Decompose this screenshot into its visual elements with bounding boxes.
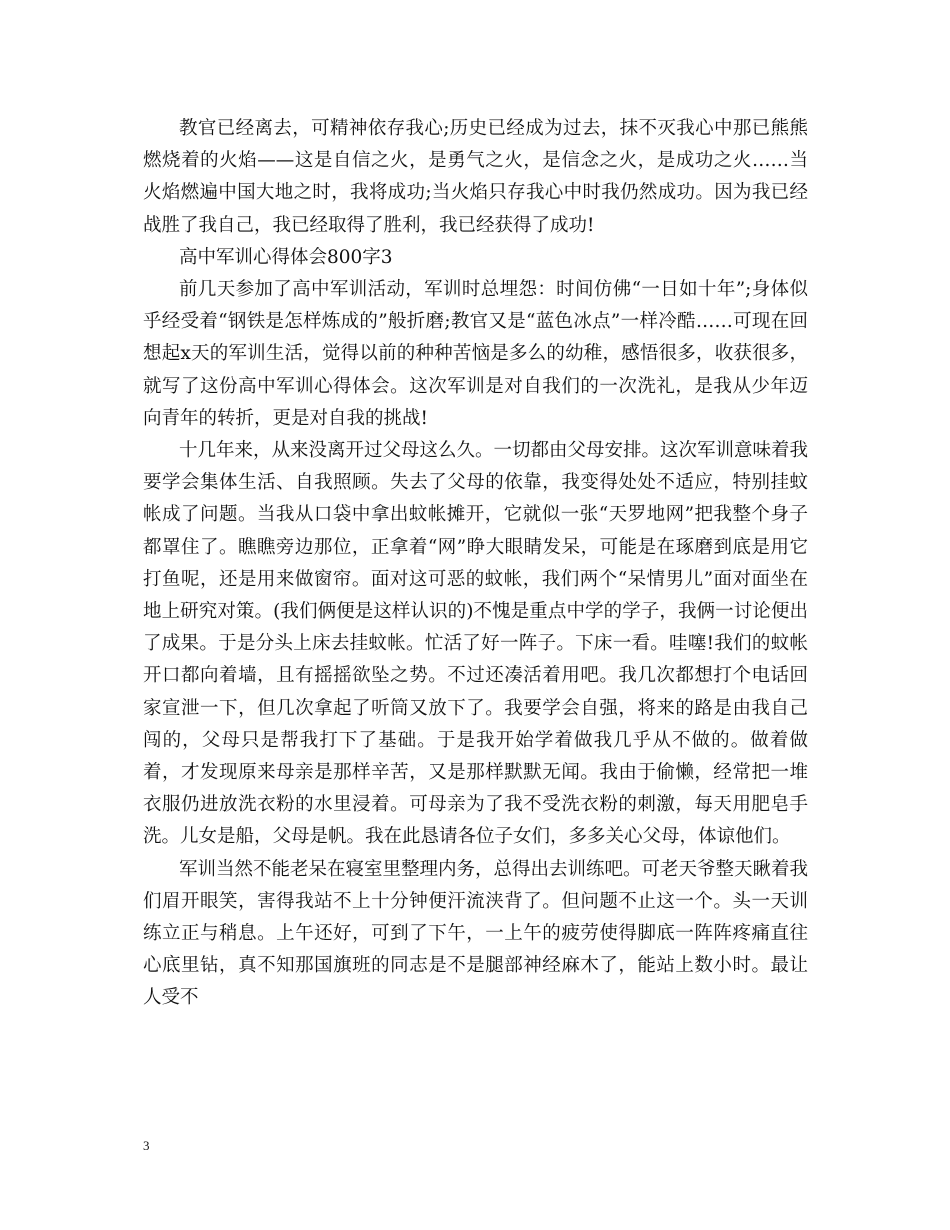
paragraph-intro: 前几天参加了高中军训活动，军训时总埋怨：时间仿佛“一日如十年”;身体似乎经受着“钢铁是怎样炼成的”般折磨;教官又是“蓝色冰点”一样冷酷……可现在回想起x天的军训生活，觉得以前的种种苦恼是多么的幼稚，感悟很多，收获很多，就写了这份高中军训心得体会。这次军训是对自我们的一次洗礼，是我从少年迈向青年的转折，更是对自我的挑战!: [143, 279, 808, 429]
document-body: [143, 113, 808, 1015]
section-heading: 高中军训心得体会800字3: [179, 246, 393, 268]
paragraph-independence: 十几年来，从来没离开过父母这么久。一切都由父母安排。这次军训意味着我要学会集体生活、自我照顾。失去了父母的依靠，我变得处处不适应，特别挂蚊帐成了问题。当我从口袋中拿出蚊帐摊开，它就似一张“天罗地网”把我整个身子都罩住了。瞧瞧旁边那位，正拿着“网”睁大眼睛发呆，可能是在琢磨到底是用它打鱼呢，还是用来做窗帘。面对这可恶的蚊帐，我们两个“呆情男儿”面对面坐在地上研究对策。(我们俩便是这样认识的)不愧是重点中学的学子，我俩一讨论便出了成果。于是分头上床去挂蚊帐。忙活了好一阵子。下床一看。哇噻!我们的蚊帐开口都向着墙，且有摇摇欲坠之势。不过还凑活着用吧。我几次都想打个电话回家宣泄一下，但几次拿起了听筒又放下了。我要学会自强，将来的路是由我自己闯的，父母只是帮我打下了基础。于是我开始学着做我几乎从不做的。做着做着，才发现原来母亲是那样辛苦，又是那样默默无闻。我由于偷懒，经常把一堆衣服仍进放洗衣粉的水里浸着。可母亲为了我不受洗衣粉的刺激，每天用肥皂手洗。儿女是船，父母是帆。我在此恳请各位子女们，多多关心父母，体谅他们。: [143, 440, 809, 848]
paragraph-training: 军训当然不能老呆在寝室里整理内务，总得出去训练吧。可老天爷整天瞅着我们眉开眼笑，害得我站不上十分钟便汗流浃背了。但问题不止这一个。头一天训练立正与稍息。上午还好，可到了下午，一上午的疲劳使得脚底一阵阵疼痛直往心底里钻，真不知那国旗班的同志是不是腿部神经麻木了，能站上数小时。最让人受不: [143, 858, 809, 1009]
paragraph-closing-reflection: 教官已经离去，可精神依存我心;历史已经成为过去，抹不灭我心中那已熊熊燃烧着的火焰——这是自信之火，是勇气之火，是信念之火，是成功之火……当火焰燃遍中国大地之时，我将成功;当火焰只存我心中时我仍然成功。因为我已经战胜了我自己，我已经取得了胜利，我已经获得了成功!: [143, 118, 808, 236]
page-number: 3: [143, 1138, 150, 1153]
